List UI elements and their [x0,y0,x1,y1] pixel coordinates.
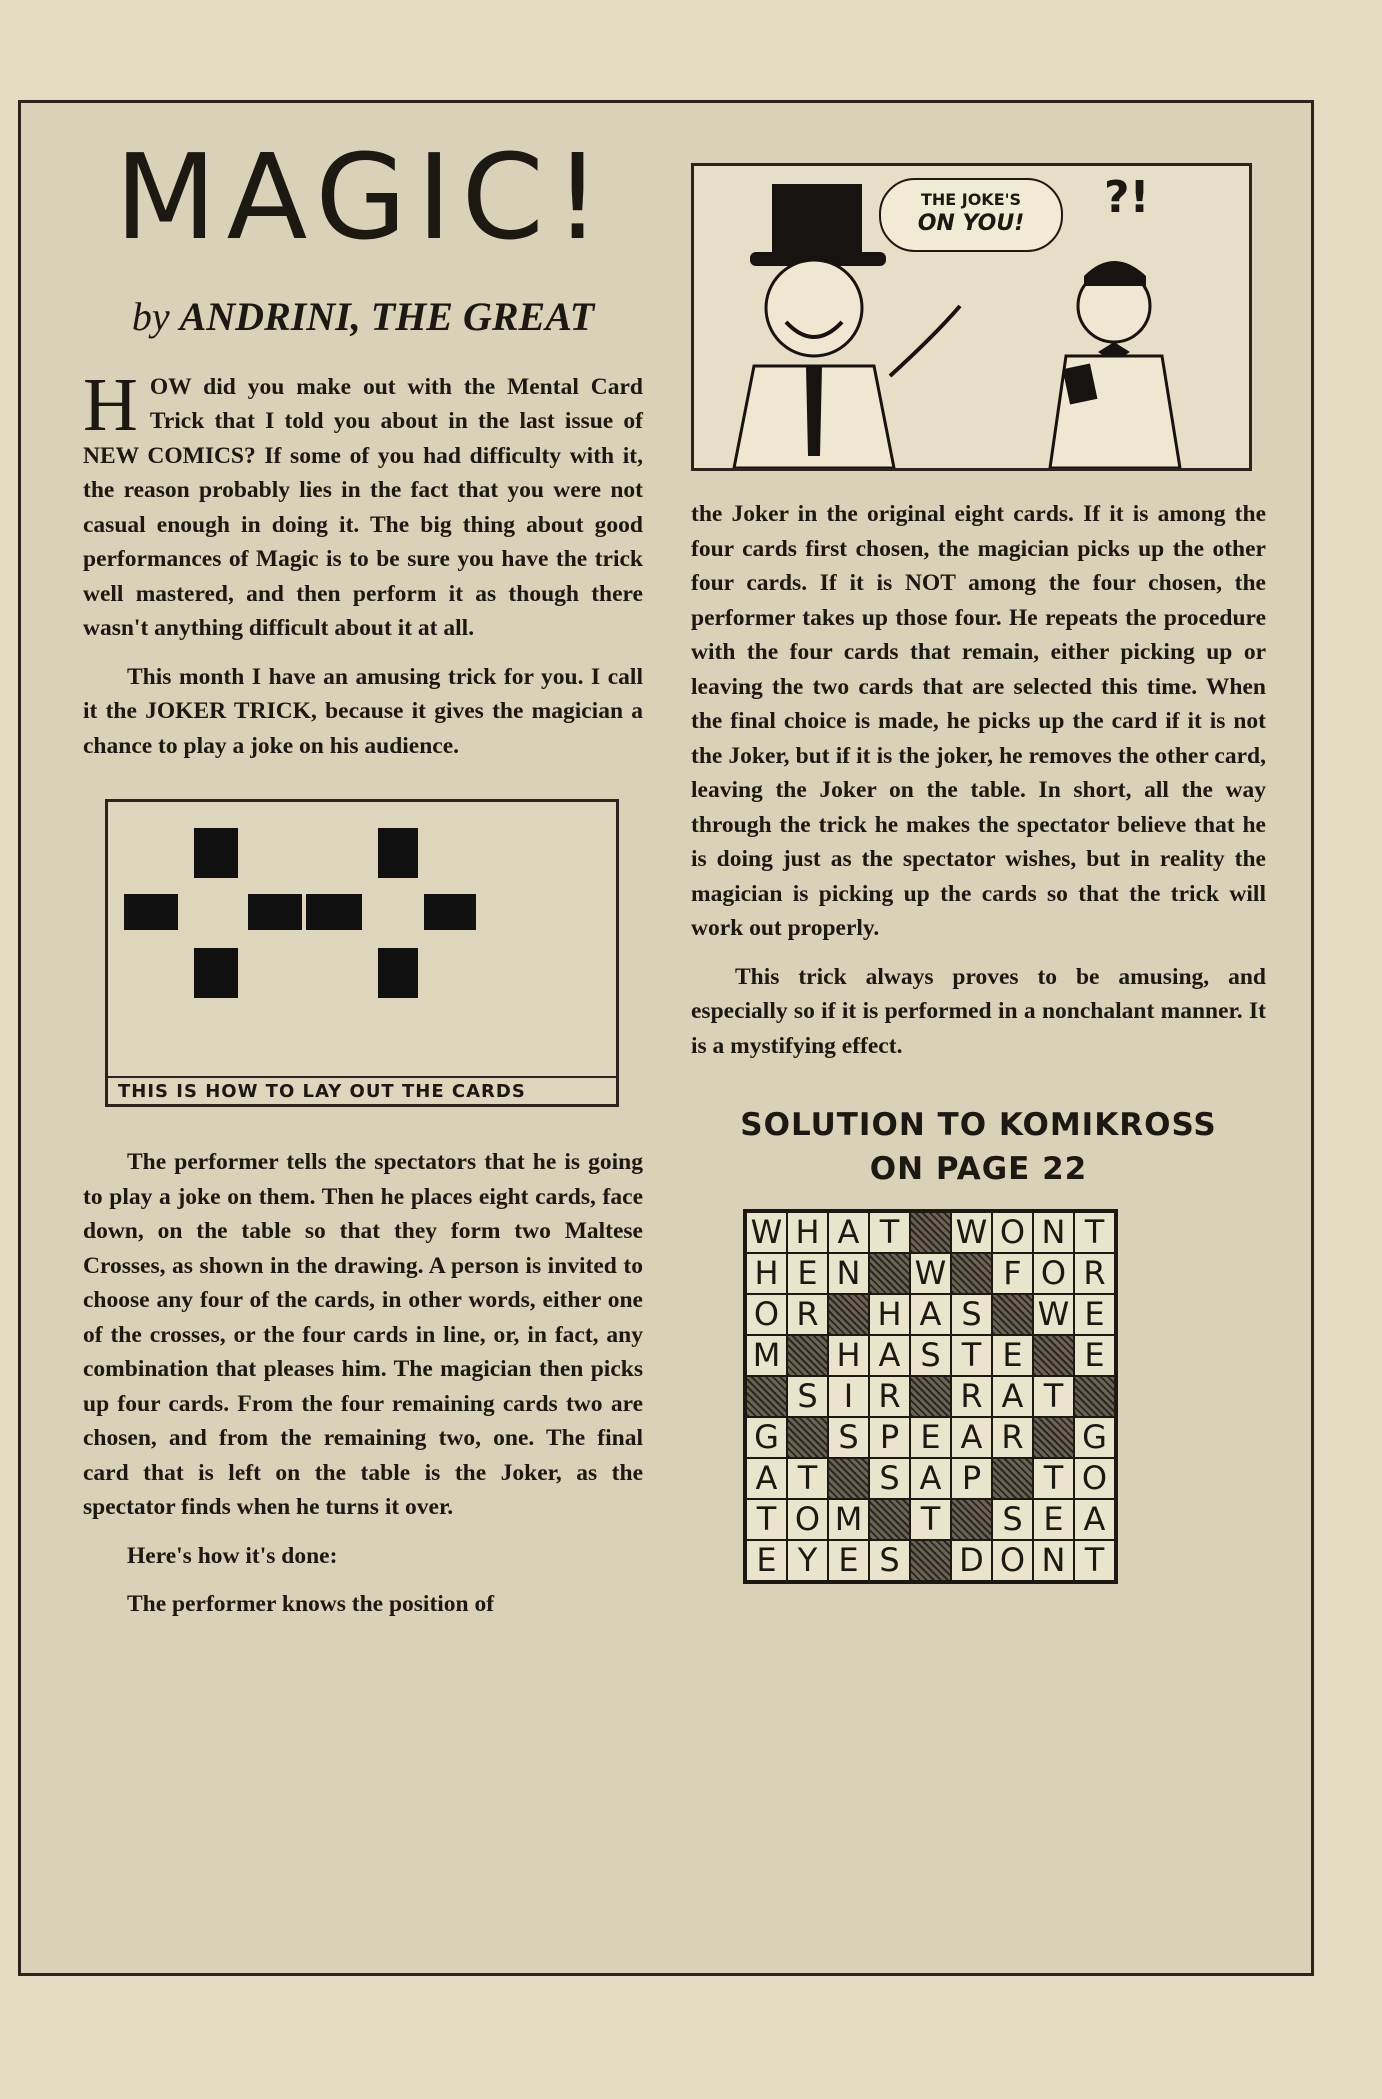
komikross-grid [743,1209,1118,1584]
intro-paragraph [83,362,643,646]
card-layout-diagram [105,799,619,1107]
grid-letter-cell: E [1074,1335,1115,1376]
grid-letter-cell: T [951,1335,992,1376]
bubble-line-2: ON YOU! [917,211,1025,236]
grid-letter-cell: T [746,1499,787,1540]
card-mid-4 [424,894,476,930]
grid-letter-cell: O [787,1499,828,1540]
grid-letter-cell: W [1033,1294,1074,1335]
grid-letter-cell: R [869,1376,910,1417]
grid-letter-cell: T [869,1212,910,1253]
byline-author: ANDRINI, THE GREAT [179,293,595,339]
grid-letter-cell: H [787,1212,828,1253]
grid-letter-cell: O [1074,1458,1115,1499]
grid-letter-cell: A [992,1376,1033,1417]
grid-letter-cell: T [910,1499,951,1540]
necktie [806,366,822,456]
grid-letter-cell: A [951,1417,992,1458]
grid-letter-cell: P [869,1417,910,1458]
grid-block-cell [1033,1417,1074,1458]
grid-letter-cell: H [869,1294,910,1335]
grid-letter-cell: D [951,1540,992,1581]
question-marks: ?! [1104,172,1150,223]
grid-letter-cell: T [787,1458,828,1499]
komikross-title-line-1: SOLUTION TO KOMIKROSS [740,1107,1217,1143]
grid-letter-cell: H [746,1253,787,1294]
bubble-line-1: THE JOKE'S [920,190,1022,209]
grid-letter-cell: S [869,1540,910,1581]
grid-letter-cell: A [746,1458,787,1499]
grid-letter-cell: A [869,1335,910,1376]
boy-hair [1084,261,1146,286]
byline-prefix: by [131,293,170,339]
grid-letter-cell: P [951,1458,992,1499]
grid-letter-cell: S [910,1335,951,1376]
grid-letter-cell: I [828,1376,869,1417]
caption-divider [108,1076,616,1078]
grid-letter-cell: T [1033,1376,1074,1417]
magician-face [766,260,862,356]
grid-letter-cell: N [828,1253,869,1294]
comic-panel [691,163,1252,471]
grid-letter-cell: E [1074,1294,1115,1335]
grid-letter-cell: O [1033,1253,1074,1294]
grid-letter-cell: E [828,1540,869,1581]
joker-trick-paragraph: This month I have an amusing trick for you. I call it the JOKER TRICK, because it gives the magician a chance to play a joke on his audience. [83,663,643,759]
grid-block-cell [951,1499,992,1540]
grid-letter-cell: S [828,1417,869,1458]
comic-illustration [694,166,1249,468]
grid-letter-cell: R [1074,1253,1115,1294]
komikross-title [691,1103,1266,1191]
grid-letter-cell: M [746,1335,787,1376]
grid-letter-cell: N [1033,1540,1074,1581]
grid-letter-cell: A [828,1212,869,1253]
grid-block-cell [787,1417,828,1458]
grid-letter-cell: G [746,1417,787,1458]
joker-position-paragraph: the Joker in the original eight cards. If it is among the four cards first chosen, the magician picks up the other four cards. If it is NOT among the four chosen, the performer takes up those four. He repeats the procedure with the four cards that remain, either picking up or leaving the two cards that are selected this time. When the final choice is made, he picks up the card if it is not the Joker, but if it is the joker, he removes the other card, leaving the Joker on the table. In short, all the way through the trick he makes the spectator believe that he is doing just as the spectator wishes, but in reality the magician is picking up the cards so that the trick will work out properly. [691,501,1266,941]
grid-letter-cell: G [1074,1417,1115,1458]
grid-block-cell [746,1376,787,1417]
grid-letter-cell: H [828,1335,869,1376]
grid-letter-cell: S [869,1458,910,1499]
card-mid-1 [124,894,178,930]
grid-letter-cell: O [992,1212,1033,1253]
page-frame [18,100,1314,1976]
grid-block-cell [1074,1376,1115,1417]
grid-letter-cell: T [1074,1212,1115,1253]
grid-letter-cell: M [828,1499,869,1540]
card-layout-caption: THIS IS HOW TO LAY OUT THE CARDS [118,1081,526,1103]
grid-letter-cell: A [1074,1499,1115,1540]
page-title: MAGIC! [114,128,612,266]
right-column [691,163,1266,1584]
how-done-heading: Here's how it's done: [127,1542,338,1569]
grid-block-cell [869,1499,910,1540]
grid-letter-cell: Y [787,1540,828,1581]
card-top-left [194,828,238,878]
grid-letter-cell: S [787,1376,828,1417]
grid-block-cell [787,1335,828,1376]
magician-arm [890,306,960,376]
grid-letter-cell: W [951,1212,992,1253]
byline [83,293,643,340]
grid-letter-cell: A [910,1458,951,1499]
grid-block-cell [992,1458,1033,1499]
grid-letter-cell: T [1033,1458,1074,1499]
grid-letter-cell: A [910,1294,951,1335]
grid-block-cell [910,1540,951,1581]
position-paragraph: The performer knows the position of [127,1591,495,1618]
grid-letter-cell: S [951,1294,992,1335]
grid-letter-cell: E [1033,1499,1074,1540]
grid-block-cell [828,1458,869,1499]
performer-paragraph: The performer tells the spectators that he is going to play a joke on them. Then he places eight cards, face down, on the table so that they form two Maltese Crosses, as shown in the drawing. A person is invited to choose any four of the cards, in other words, either one of the crosses, or the four cards in line, or, in fact, any combination that pleases him. The magician then picks up four cards. From the four remaining cards two are chosen, and from the remaining two, one. The final card that is left on the table is the Joker, as the spectator finds when he turns it over. [83,1149,643,1521]
grid-letter-cell: O [992,1540,1033,1581]
grid-letter-cell: O [746,1294,787,1335]
grid-block-cell [910,1212,951,1253]
grid-letter-cell: R [951,1376,992,1417]
card-bottom-left [194,948,238,998]
grid-block-cell [992,1294,1033,1335]
grid-letter-cell: W [746,1212,787,1253]
grid-letter-cell: F [992,1253,1033,1294]
grid-block-cell [828,1294,869,1335]
grid-letter-cell: R [992,1417,1033,1458]
grid-letter-cell: E [910,1417,951,1458]
left-column [83,128,643,1636]
grid-block-cell [951,1253,992,1294]
drop-cap: H [83,362,138,447]
komikross-title-line-2: ON PAGE 22 [869,1151,1088,1187]
grid-letter-cell: N [1033,1212,1074,1253]
amusing-paragraph: This trick always proves to be amusing, and especially so if it is performed in a nonchalant manner. It is a mystifying effect. [691,963,1266,1059]
grid-block-cell [869,1253,910,1294]
intro-text: OW did you make out with the Mental Card Trick that I told you about in the last issue of NEW COMICS? If some of you had difficulty with it, the reason probably lies in the fact that you were not casual enough in doing it. The big thing about good performances of Magic is to be sure you have the trick well mastered, and then perform it as though there wasn't anything difficult about it at all. [83,373,643,642]
grid-block-cell [1033,1335,1074,1376]
grid-letter-cell: W [910,1253,951,1294]
grid-letter-cell: S [992,1499,1033,1540]
grid-letter-cell: E [787,1253,828,1294]
top-hat-icon [772,184,862,256]
card-top-right [378,828,418,878]
grid-letter-cell: R [787,1294,828,1335]
grid-letter-cell: E [746,1540,787,1581]
grid-letter-cell: T [1074,1540,1115,1581]
card-mid-3 [306,894,362,930]
card-bottom-right [378,948,418,998]
grid-block-cell [910,1376,951,1417]
grid-letter-cell: E [992,1335,1033,1376]
card-mid-2 [248,894,302,930]
